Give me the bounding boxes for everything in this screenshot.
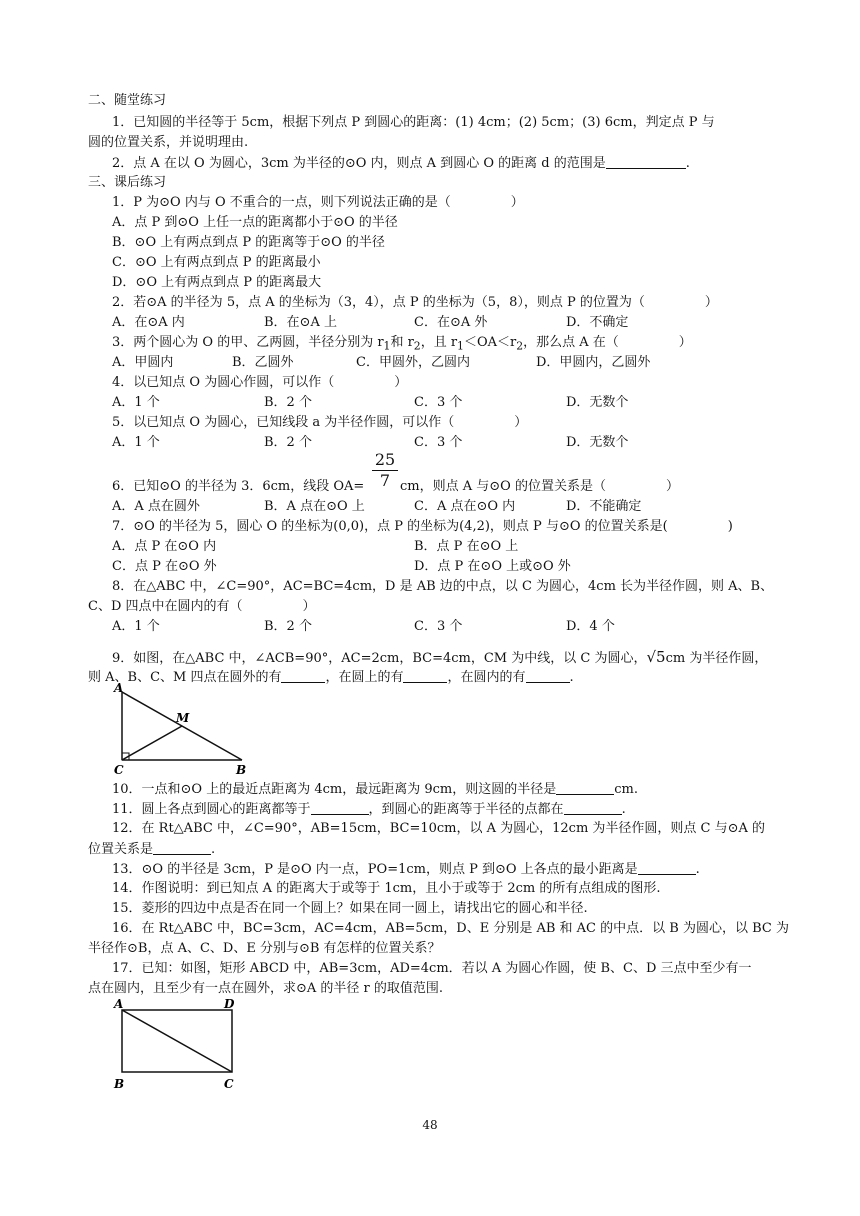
q9-text-e: ，在圆内的有 [447, 670, 526, 685]
q8-option-b: B．2 个 [264, 619, 312, 634]
q3-stem [112, 334, 692, 356]
q2-stem [112, 294, 718, 312]
q7-option-a: A．点 P 在⊙O 内 [112, 539, 217, 554]
q1-option-d: D．⊙O 上有两点到点 P 的距离最大 [112, 275, 322, 290]
q3-option-c: C．甲圆外，乙圆内 [356, 355, 470, 370]
q3-text-d: ＜OA＜r [463, 335, 517, 350]
q8-option-a: A．1 个 [112, 619, 160, 634]
q12-text: 位置关系是 [88, 842, 154, 857]
q8-end: ） [302, 599, 316, 614]
q5-end: ） [514, 415, 528, 430]
q12-end: . [211, 842, 216, 857]
q3-end: ） [678, 335, 692, 350]
q6-end: ） [665, 479, 679, 494]
q7-stem [112, 518, 733, 536]
triangle-figure [110, 682, 260, 778]
q4-text: 4．以已知点 O 为圆心作圆，可以作（ [112, 375, 335, 390]
q11-text-a: 11．圆上各点到圆心的距离都等于 [112, 802, 311, 817]
answer-blank[interactable] [311, 800, 369, 815]
q17-line1: 17．已知：如图，矩形 ABCD 中，AB=3cm，AD=4cm．若以 A 为圆心作圆，使 B、C、D 三点中至少有一 [112, 961, 752, 976]
fig-label-b: B [114, 1077, 125, 1091]
q8-option-c: C．3 个 [414, 619, 463, 634]
fraction-denominator: 7 [379, 471, 391, 490]
subscript: 2 [413, 339, 421, 353]
q5-option-a: A．1 个 [112, 435, 160, 450]
q2-option-d: D．不确定 [566, 315, 629, 330]
answer-blank[interactable] [526, 668, 570, 683]
q12-line2 [88, 840, 215, 859]
q9-text-f: . [569, 670, 574, 685]
q14: 14．作图说明：到已知点 A 的距离大于或等于 1cm，且小于或等于 2cm 的所有点组成的图形. [112, 881, 661, 896]
answer-blank[interactable] [153, 840, 211, 855]
q8-line2 [88, 598, 316, 616]
answer-blank[interactable] [556, 780, 614, 795]
fig-label-a: A [114, 682, 124, 695]
q1-stem [112, 194, 524, 212]
q10-text: 10．一点和⊙O 上的最近点距离为 4cm，最远距离为 9cm，则这圆的半径是 [112, 782, 557, 797]
q6-stem-b [400, 478, 679, 496]
q13-end: . [695, 862, 700, 877]
q7-option-c: C．点 P 在⊙O 外 [112, 559, 217, 574]
q8-option-d: D．4 个 [566, 619, 615, 634]
s2-q2-text: 2．点 A 在以 O 为圆心，3cm 为半径的⊙O 内，则点 A 到圆心 O 的距离 d 的范围是 [112, 156, 606, 171]
q11 [112, 800, 626, 819]
q7-end: ) [727, 519, 733, 534]
q9-line1 [112, 648, 767, 668]
q3-option-a: A．甲圆内 [112, 355, 174, 370]
answer-blank[interactable] [564, 800, 622, 815]
q1-option-b: B．⊙O 上有两点到点 P 的距离等于⊙O 的半径 [112, 235, 385, 250]
fraction-numerator: 25 [372, 450, 398, 471]
answer-blank[interactable] [606, 154, 686, 169]
q5-option-d: D．无数个 [566, 435, 629, 450]
q11-text-b: ，到圆心的距离等于半径的点都在 [368, 802, 564, 817]
q4-end: ） [394, 375, 408, 390]
answer-blank[interactable] [281, 668, 325, 683]
q3-text-e: ，那么点 A 在（ [523, 335, 619, 350]
page-number: 48 [422, 1118, 438, 1132]
q1-option-a: A．点 P 到⊙O 上任一点的距离都小于⊙O 的半径 [112, 215, 398, 230]
q5-stem [112, 414, 527, 432]
q6-option-a: A．A 点在圆外 [112, 499, 200, 514]
q4-option-b: B．2 个 [264, 395, 312, 410]
q2-option-b: B．在⊙A 上 [264, 315, 337, 330]
q12-line1: 12．在 Rt△ABC 中，∠C=90°，AB=15cm，BC=10cm，以 A 为圆心，12cm 为半径作圆，则点 C 与⊙A 的 [112, 821, 766, 836]
q7-text: 7．⊙O 的半径为 5，圆心 O 的坐标为(0,0)，点 P 的坐标为(4,2)，则点 P 与⊙O 的位置关系是( [112, 519, 668, 534]
q3-option-b: B．乙圆外 [232, 355, 294, 370]
q1-option-c: C．⊙O 上有两点到点 P 的距离最小 [112, 255, 321, 270]
subscript: 1 [383, 339, 391, 353]
fig-label-c: C [224, 1077, 234, 1091]
q4-option-c: C．3 个 [414, 395, 463, 410]
q6-option-d: D．不能确定 [566, 499, 642, 514]
fig-label-d: D [224, 997, 235, 1011]
q6-text: cm，则点 A 与⊙O 的位置关系是（ [400, 479, 606, 494]
q7-option-d: D．点 P 在⊙O 上或⊙O 外 [414, 559, 571, 574]
q16-line1: 16．在 Rt△ABC 中，BC=3cm，AC=4cm，AB=5cm，D、E 分别是 AB 和 AC 的中点．以 B 为圆心，以 BC 为 [112, 921, 789, 936]
q7-option-b: B．点 P 在⊙O 上 [414, 539, 519, 554]
q8-line1: 8．在△ABC 中，∠C=90°，AC=BC=4cm，D 是 AB 边的中点，以 C 为圆心，4cm 长为半径作圆，则 A、B、 [112, 579, 774, 594]
q13 [112, 860, 700, 879]
q6-stem-a: 6．已知⊙O 的半径为 3．6cm，线段 OA= [112, 479, 365, 494]
section-3-title: 三、课后练习 [88, 175, 167, 190]
rectangle-figure [110, 996, 250, 1092]
q4-option-d: D．无数个 [566, 395, 629, 410]
sqrt-5: √5 [646, 648, 666, 666]
q2-end: ） [704, 295, 718, 310]
fraction-25-over-7 [372, 450, 398, 491]
q10 [112, 780, 638, 799]
q3-text-a: 3．两个圆心为 O 的甲、乙两圆，半径分别为 r [112, 335, 384, 350]
q6-option-c: C．A 点在⊙O 内 [414, 499, 516, 514]
q3-text-c: ，且 r [420, 335, 458, 350]
q9-text-c: 则 A、B、C、M 四点在圆外的有 [88, 670, 282, 685]
q6-option-b: B．A 点在⊙O 上 [264, 499, 365, 514]
q16-line2: 半径作⊙B，点 A、C、D、E 分别与⊙B 有怎样的位置关系？ [88, 941, 441, 956]
q5-option-b: B．2 个 [264, 435, 312, 450]
q5-option-c: C．3 个 [414, 435, 463, 450]
subscript: 2 [516, 339, 524, 353]
q9-text-a: 9．如图，在△ABC 中，∠ACB=90°，AC=2cm，BC=4cm，CM 为中线，以 C 为圆心， [112, 651, 647, 666]
fig-label-b: B [236, 763, 247, 777]
q1-end: ） [510, 195, 524, 210]
q3-option-d: D．甲圆内，乙圆外 [536, 355, 651, 370]
answer-blank[interactable] [638, 860, 696, 875]
s2-q1-line1: 1．已知圆的半径等于 5cm，根据下列点 P 到圆心的距离：(1) 4cm；(2) 5cm；(3) 6cm，判定点 P 与 [112, 115, 715, 130]
q2-text: 2．若⊙A 的半径为 5，点 A 的坐标为（3，4），点 P 的坐标为（5，8），则点 P 的位置为（ [112, 295, 645, 310]
s2-q2 [112, 154, 690, 173]
answer-blank[interactable] [403, 668, 447, 683]
q5-text: 5．以已知点 O 为圆心，已知线段 a 为半径作圆，可以作（ [112, 415, 455, 430]
section-2-title: 二、随堂练习 [88, 93, 167, 108]
s2-q1-line2: 圆的位置关系，并说明理由. [88, 135, 249, 150]
subscript: 1 [457, 339, 464, 353]
q4-option-a: A．1 个 [112, 395, 160, 410]
q17-line2: 点在圆内，且至少有一点在圆外，求⊙A 的半径 r 的取值范围. [88, 981, 444, 996]
q2-option-a: A．在⊙A 内 [112, 315, 185, 330]
q8-text: C、D 四点中在圆内的有（ [88, 599, 243, 614]
q9-text-d: ，在圆上的有 [325, 670, 404, 685]
q3-text-b: 和 r [390, 335, 414, 350]
q15: 15．菱形的四边中点是否在同一个圆上？如果在同一圆上，请找出它的圆心和半径. [112, 901, 588, 916]
q1-text: 1．P 为⊙O 内与 O 不重合的一点，则下列说法正确的是（ [112, 195, 451, 210]
fig-label-c: C [114, 763, 124, 777]
fig-label-m: M [176, 711, 190, 725]
q9-text-b: cm 为半径作圆， [665, 651, 768, 666]
q4-stem [112, 374, 407, 392]
q2-option-c: C．在⊙A 外 [414, 315, 488, 330]
fig-label-a: A [114, 997, 124, 1011]
s2-q2-end: . [685, 156, 690, 171]
q10-end: cm. [614, 782, 638, 797]
q11-end: . [621, 802, 626, 817]
q13-text: 13．⊙O 的半径是 3cm，P 是⊙O 内一点，PO=1cm，则点 P 到⊙O 上各点的最小距离是 [112, 862, 638, 877]
